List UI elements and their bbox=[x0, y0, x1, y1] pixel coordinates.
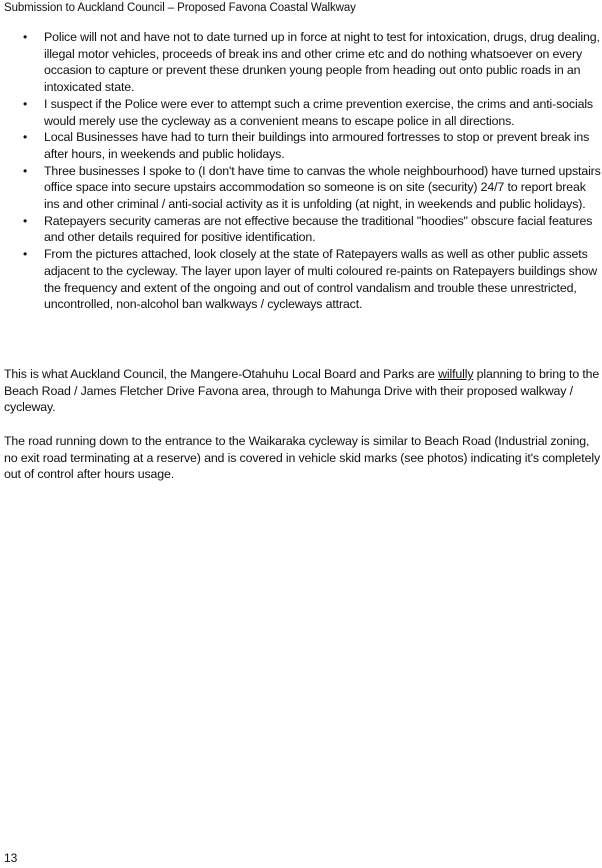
bullet-text: I suspect if the Police were ever to attempt such a crime prevention exercise, the crims and anti-socials would merely use the cycleway as a convenient means to escape police in all directions. bbox=[44, 96, 593, 128]
bullet-icon: • bbox=[23, 96, 28, 111]
bullet-item bbox=[20, 213, 602, 246]
bullet-text: Police will not and have not to date turned up in force at night to test for intoxication, drugs, drug dealing, illegal motor vehicles, proceeds of break ins and other crime etc and do nothing whatsoever on every occasion to capture or prevent these drunken young people from heading out onto public roads in an intoxicated state. bbox=[44, 30, 600, 95]
bullet-item bbox=[20, 163, 602, 213]
paragraph-waikaraka-road: The road running down to the entrance to the Waikaraka cycleway is similar to Beach Road (Industrial zoning, no exit road terminating at a reserve) and is covered in vehicle skid marks (see photos) indicating it's completely out of control after hours usage. bbox=[4, 434, 600, 482]
bullet-icon: • bbox=[23, 130, 28, 145]
bullet-list bbox=[20, 29, 602, 313]
page-number: 13 bbox=[4, 851, 18, 865]
bullet-text: From the pictures attached, look closely at the state of Ratepayers walls as well as other public assets adjacent to the cycleway. The layer upon layer of multi coloured re-paints on Ratepayers buildings show the frequency and extent of the ongoing and out of control vandalism and trouble these unrestricted, uncontrolled, non-alcohol ban walkways / cycleways attract. bbox=[44, 247, 597, 312]
document-header: Submission to Auckland Council – Proposed Favona Coastal Walkway bbox=[4, 2, 356, 14]
bullet-icon: • bbox=[23, 213, 28, 228]
bullet-icon: • bbox=[23, 247, 28, 262]
bullet-icon: • bbox=[23, 163, 28, 178]
underlined-word: wilfully bbox=[438, 367, 474, 381]
bullet-text: Three businesses I spoke to (I don't have time to canvas the whole neighbourhood) have turned upstairs office space into secure upstairs accommodation so someone is on site (security) 24/7 to report break ins and other criminal / anti-social activity as it is unfolding (at night, in weekends and public holidays). bbox=[44, 163, 601, 212]
bullet-item bbox=[20, 129, 602, 162]
paragraph-council-plan bbox=[4, 366, 600, 416]
bullet-icon: • bbox=[23, 30, 28, 44]
bullet-item bbox=[20, 246, 602, 313]
bullet-text: Local Businesses have had to turn their buildings into armoured fortresses to stop or prevent break ins after hours, in weekends and public holidays. bbox=[44, 130, 590, 161]
bullet-item bbox=[20, 29, 602, 96]
bullet-text: Ratepayers security cameras are not effective because the traditional "hoodies" obscure facial features and other details required for positive identification. bbox=[44, 213, 593, 245]
bullet-item bbox=[20, 96, 602, 129]
paragraph-text-end: planning to bring to the Beach Road / James Fletcher Drive Favona area, through to Mahunga Drive with their proposed walkway / cycleway. bbox=[4, 367, 600, 415]
paragraph-text-start: This is what Auckland Council, the Mangere-Otahuhu Local Board and Parks are bbox=[4, 367, 439, 381]
